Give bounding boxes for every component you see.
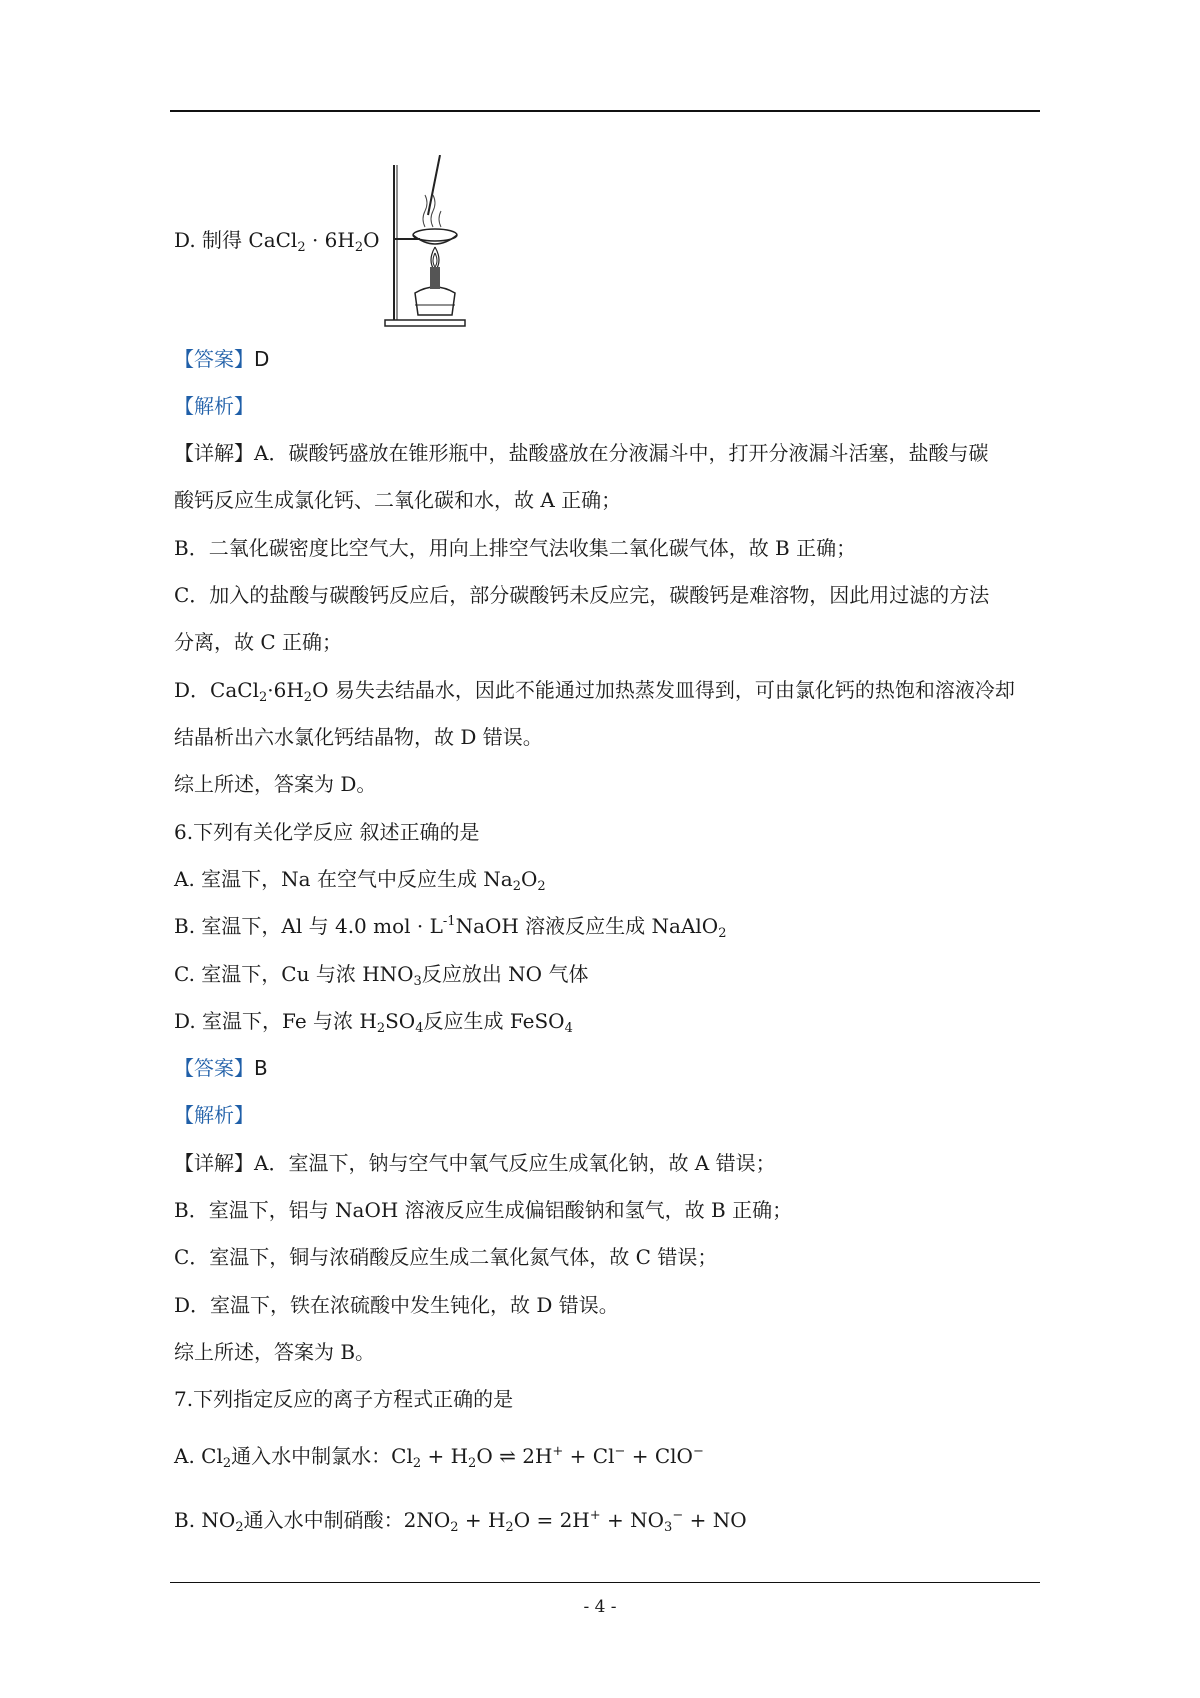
q5-answer: 【答案】D	[174, 347, 270, 371]
q6-answer: 【答案】B	[174, 1056, 268, 1080]
q6-option-c: C. 室温下，Cu 与浓 $HNO_3$反应放出 NO 气体	[174, 962, 589, 989]
q6-analysis-tag: 【解析】	[174, 1103, 254, 1127]
evaporation-apparatus-diagram	[380, 155, 470, 330]
q5-detail-a-line1: 【详解】A．碳酸钙盛放在锥形瓶中，盐酸盛放在分液漏斗中，打开分液漏斗活塞，盐酸与碳	[174, 441, 989, 465]
q5-detail-c-line1: C．加入的盐酸与碳酸钙反应后，部分碳酸钙未反应完，碳酸钙是难溶物，因此用过滤的方法	[174, 583, 990, 607]
q6-detail-a: 【详解】A．室温下，钠与空气中氧气反应生成氧化钠，故 A 错误；	[174, 1151, 776, 1175]
footer-rule	[170, 1582, 1040, 1583]
q7-option-a: A. $Cl_2$通入水中制氯水：$Cl_2 + H_2O$ ⇌ 2H+ + Cl− + ClO−	[174, 1444, 704, 1471]
page-number: - 4 -	[583, 1597, 617, 1617]
q7-stem: 7.下列指定反应的离子方程式正确的是	[174, 1387, 514, 1411]
q6-summary: 综上所述，答案为 B。	[174, 1340, 376, 1364]
header-rule	[170, 110, 1040, 112]
q6-detail-d: D．室温下，铁在浓硫酸中发生钝化，故 D 错误。	[174, 1293, 619, 1317]
q6-detail-b: B．室温下，铝与 NaOH 溶液反应生成偏铝酸钠和氢气，故 B 正确；	[174, 1198, 793, 1222]
q6-option-b: B. 室温下，Al 与 4.0 mol · $L^{-1}NaOH$ 溶液反应生成 NaAlO$_2$	[174, 914, 727, 941]
q7-option-b: B. $NO_2$通入水中制硝酸：$2NO_2 + H_2O = 2H^+ + NO_3^-$ + NO	[174, 1508, 747, 1535]
q6-option-a: A. 室温下，Na 在空气中反应生成 $Na_2O_2$	[174, 867, 546, 894]
q6-stem: 6.下列有关化学反应 叙述正确的是	[174, 820, 480, 844]
q5-option-d: D. 制得 CaCl$_2$ · $6H_2O$	[174, 228, 380, 255]
q5-detail-c-line2: 分离，故 C 正确；	[174, 630, 343, 654]
q5-summary: 综上所述，答案为 D。	[174, 772, 377, 796]
q6-option-d: D. 室温下，Fe 与浓 $H_2SO_4$反应生成 FeSO$_4$	[174, 1009, 573, 1036]
q5-detail-d-line1: D．$CaCl_2\cdot 6H_2O$ 易失去结晶水，因此不能通过加热蒸发皿得到，可由氯化钙的热饱和溶液冷却	[174, 678, 1015, 705]
q5-analysis-tag: 【解析】	[174, 394, 254, 418]
q5-detail-d-line2: 结晶析出六水氯化钙结晶物，故 D 错误。	[174, 725, 543, 749]
q5-detail-a-line2: 酸钙反应生成氯化钙、二氧化碳和水，故 A 正确；	[174, 488, 622, 512]
q6-detail-c: C．室温下，铜与浓硝酸反应生成二氧化氮气体，故 C 错误；	[174, 1245, 718, 1269]
q5-detail-b: B．二氧化碳密度比空气大，用向上排空气法收集二氧化碳气体，故 B 正确；	[174, 536, 857, 560]
